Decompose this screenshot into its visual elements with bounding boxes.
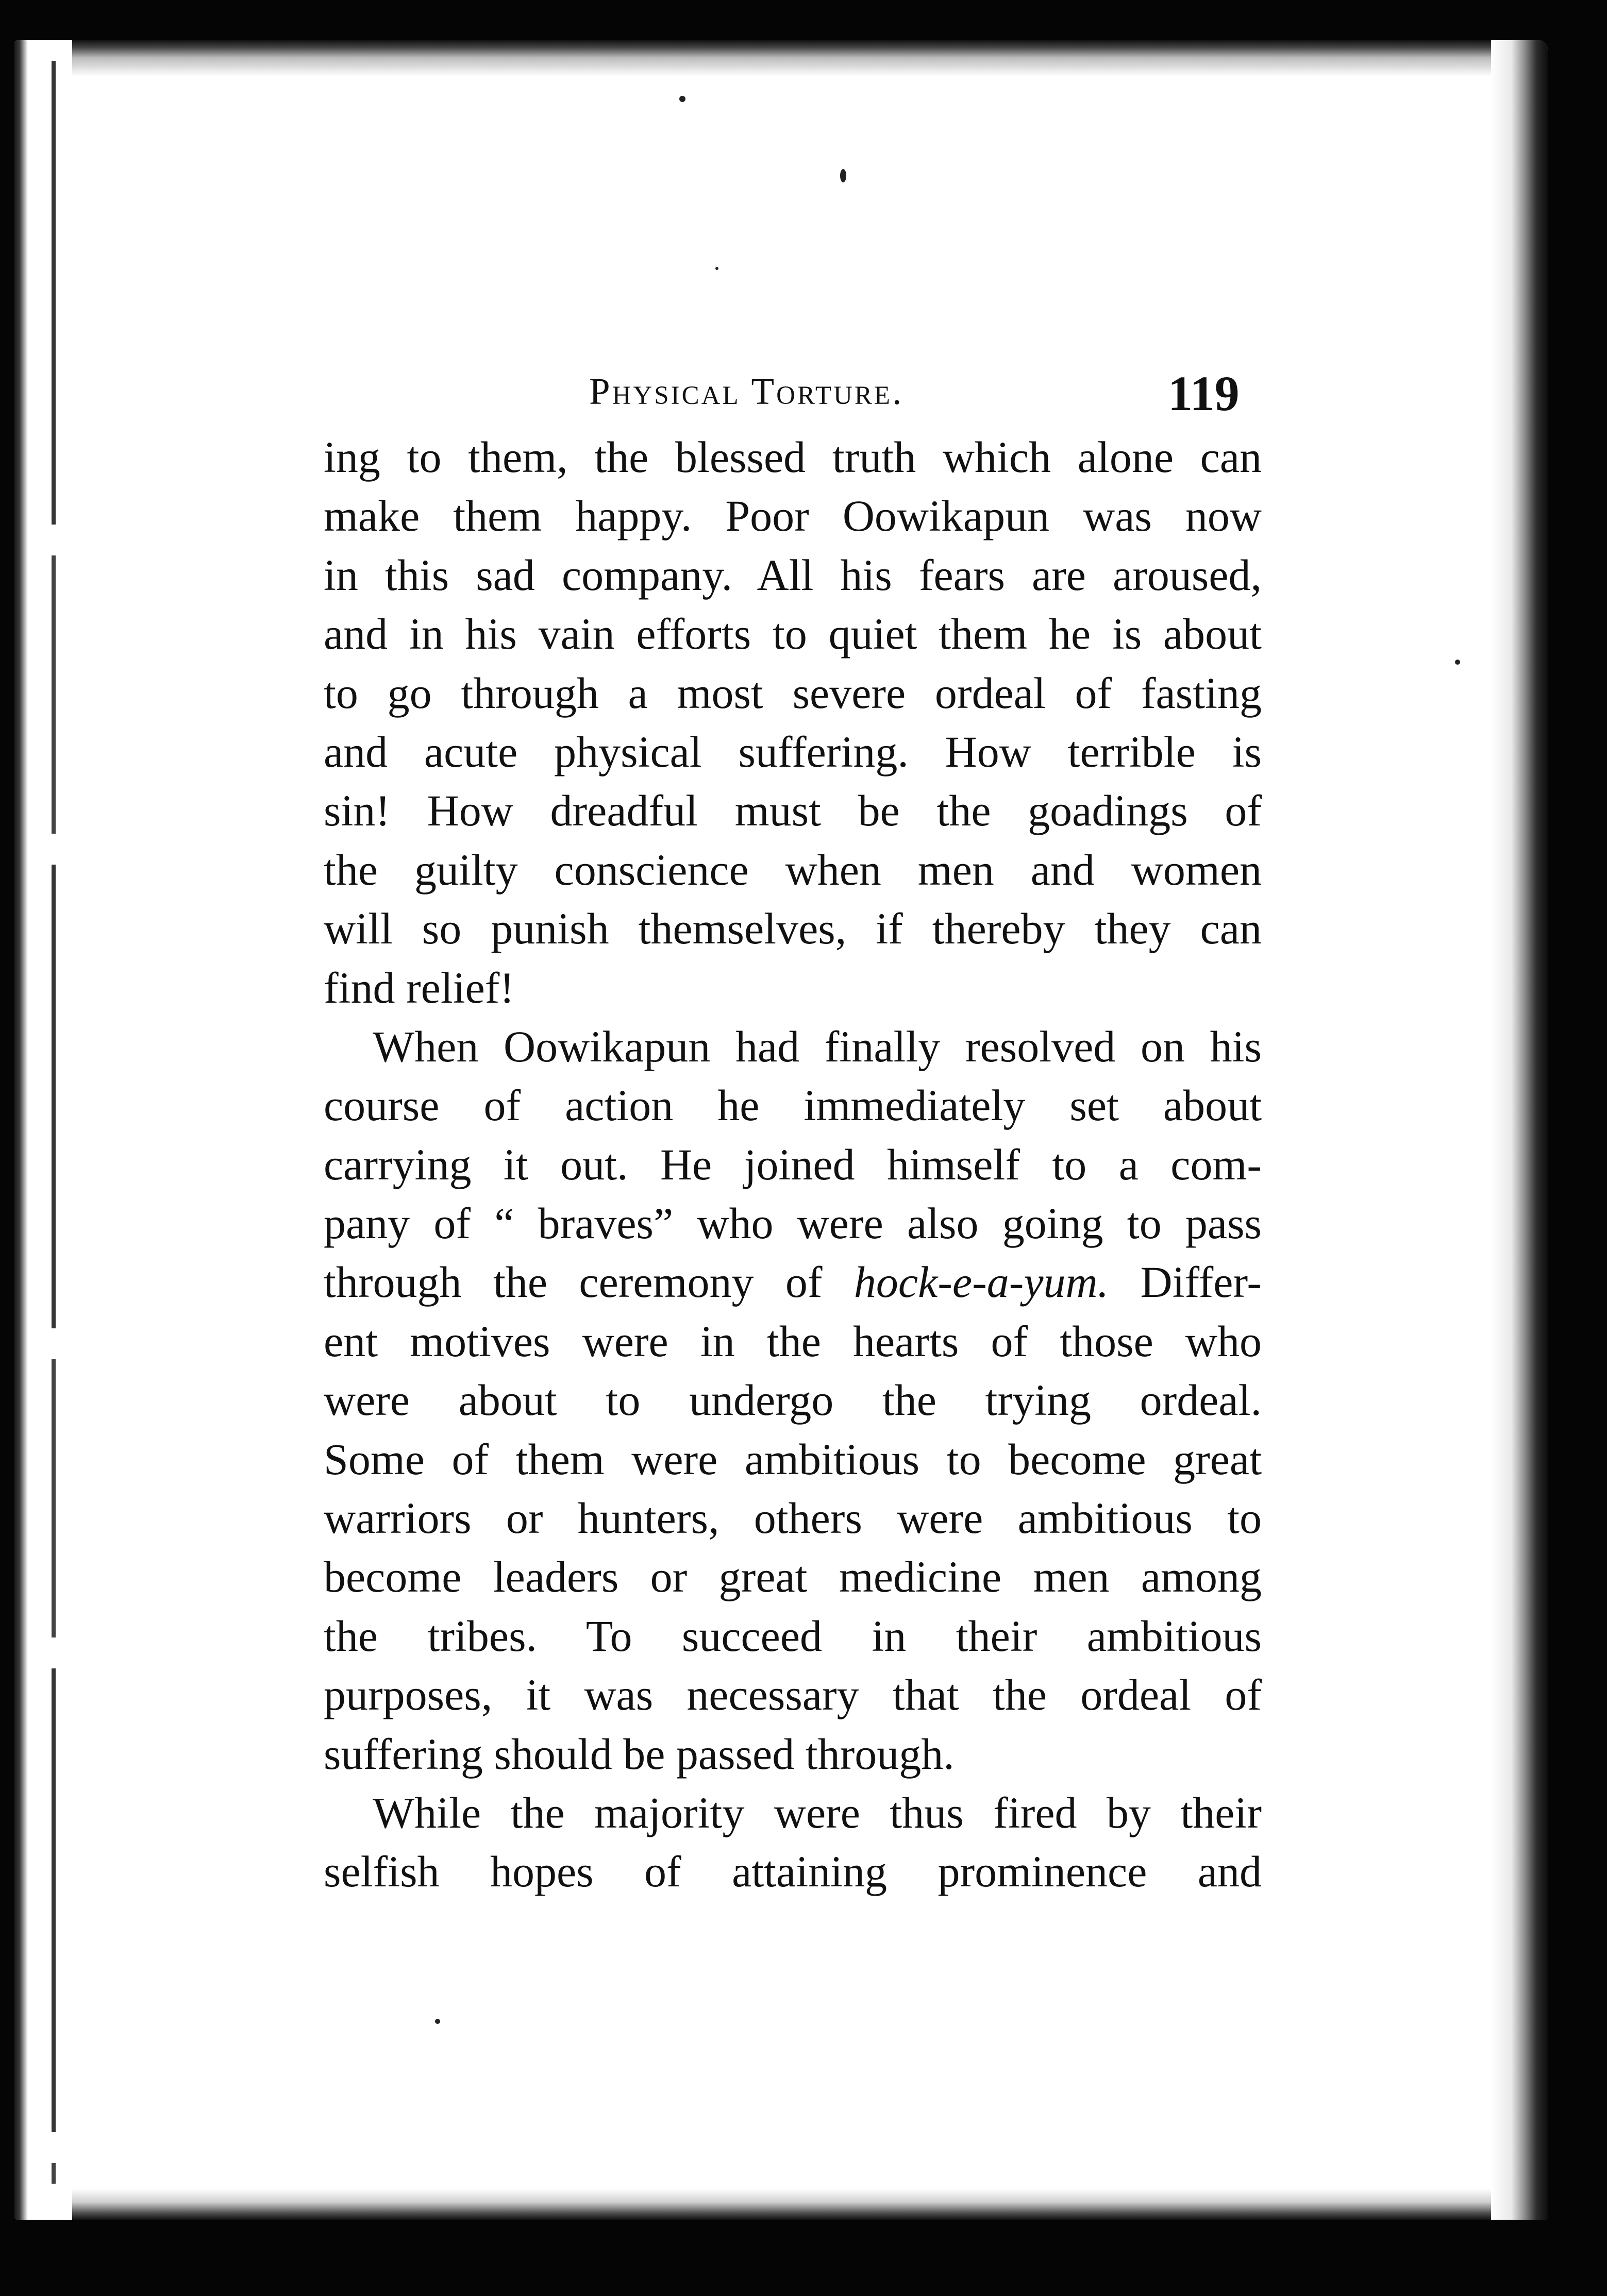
text-line: and acute physical suffering. How terrible is [324,727,1262,776]
text-line: ent motives were in the hearts of those who [324,1316,1262,1366]
text-line-with-italic [324,1253,1262,1311]
paragraph-start-line: When Oowikapun had finally resolved on his [373,1021,1262,1071]
scan-speck [679,96,685,102]
text-line: will so punish themselves, if thereby they can [324,904,1262,954]
text-line: become leaders or great medicine men among [324,1552,1262,1602]
scan-edge-top [14,40,1548,76]
text-line: selfish hopes of attaining prominence and [324,1847,1262,1897]
text-line: ing to them, the blessed truth which alone can [324,432,1262,482]
text-line: the guilty conscience when men and women [324,845,1262,894]
scan-edge-bottom [14,2189,1548,2220]
page-number: 119 [1168,366,1240,421]
scan-edge-right [1491,40,1548,2220]
text-line: find relief! [324,963,515,1012]
text-line: the tribes. To succeed in their ambitious [324,1611,1262,1661]
scan-speck [1455,660,1460,665]
text-line: Some of them were ambitious to become great [324,1434,1262,1484]
text-line: purposes, it was necessary that the ordeal of [324,1670,1262,1720]
text-line: in this sad company. All his fears are aroused, [324,550,1262,600]
running-head-title [589,370,903,413]
text-line: carrying it out. He joined himself to a com- [324,1139,1262,1189]
text-line: pany of “ braves” who were also going to pass [324,1198,1262,1248]
text-line: and in his vain efforts to quiet them he is about [324,609,1262,659]
italic-term: hock-e-a-yum. [853,1257,1109,1307]
text-line: were about to undergo the trying ordeal. [324,1375,1262,1425]
text-line: make them happy. Poor Oowikapun was now [324,491,1262,541]
scan-speck [840,169,846,182]
text-line: suffering should be passed through. [324,1729,955,1779]
text-line: course of action he immediately set about [324,1081,1262,1130]
scan-speck [715,267,718,270]
text-line: sin! How dreadful must be the goadings of [324,786,1262,836]
paragraph-start-line: While the majority were thus fired by their [373,1787,1262,1837]
running-head-title-text: Physical Torture. [589,370,904,412]
scan-edge-left [14,40,72,2220]
text-line: warriors or hunters, others were ambitious to [324,1493,1262,1543]
body-text [324,428,1262,1901]
scanned-page [14,40,1548,2220]
text-segment: through the ceremony of [324,1257,854,1307]
binding-shadow-line [52,61,56,2184]
text-segment: Differ- [1109,1257,1262,1307]
scan-speck [435,2019,440,2024]
text-line: to go through a most severe ordeal of fasting [324,668,1262,718]
